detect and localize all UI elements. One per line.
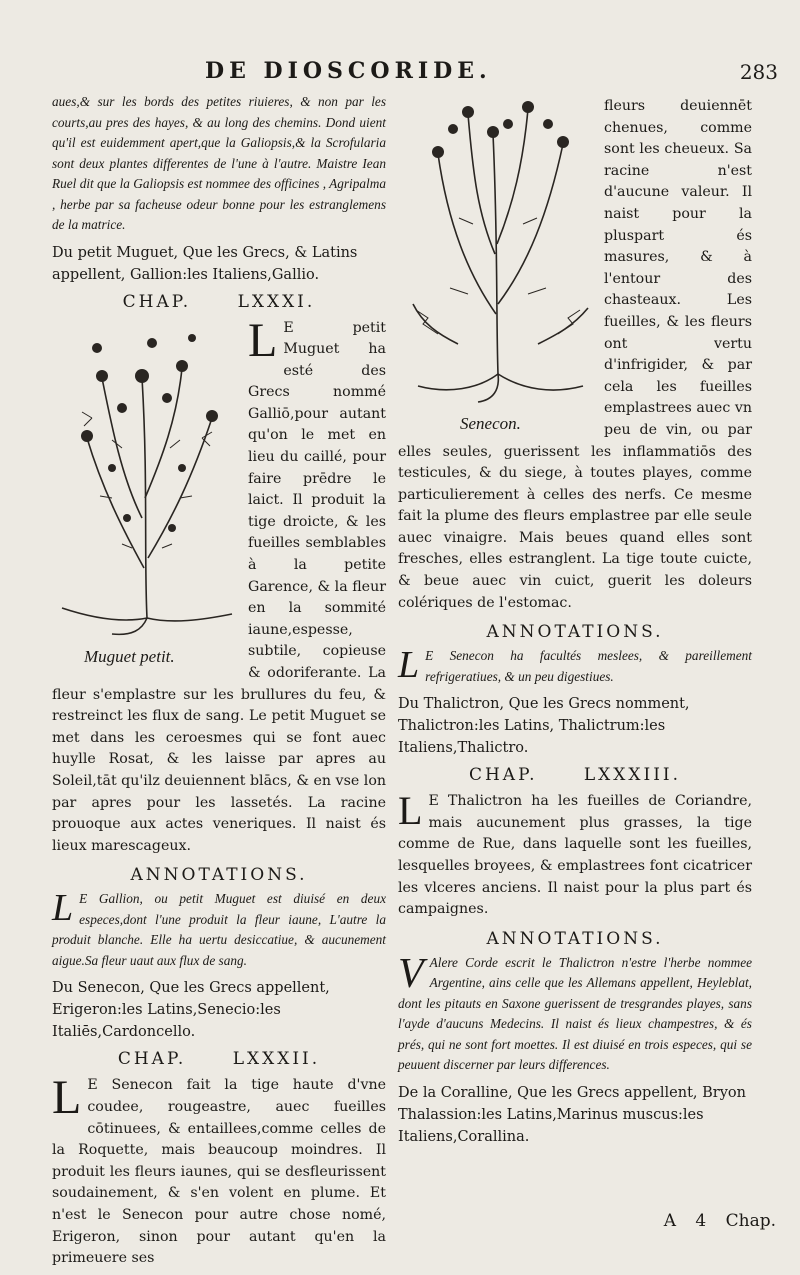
running-title: DE DIOSCORIDE. (205, 58, 492, 84)
signature-mark: A 4 (663, 1211, 707, 1231)
muguet-woodcut (52, 318, 242, 666)
senecon-annotation (398, 646, 752, 687)
senecon-plant-illustration (398, 94, 598, 404)
right-column (398, 96, 752, 1148)
page-number: 283 (739, 60, 778, 84)
senecon-description-continued: fleurs deuiennēt chenues, comme sont les cheueux. Sa racine n'est d'aucune valeur. Il naist pour la pluspart és masures, & à l'entour des chasteaux. Les fueilles, & les fleurs ont vertu d'infrigider, & par cela les fueilles emplastrees auec vn peu de vin, ou par elles seules, guerissent les inflammatiōs des testicules, & du siege, à toutes playes, comme particulierement à celles des nerfs. Ce mesme fait la plume des fleurs emplastree par elle seule auec vinaigre. Mais beues quand elles sont fresches, elles estranglent. La tige toute cuicte, & beue auec vin cuict, guerit les doleurs colériques de l'estomac. (398, 98, 752, 611)
ann2-text: E Senecon ha facultés meslees, & pareillement refrigeratiues, & un peu digestiues. (425, 648, 752, 684)
senecon-dropcap: L (52, 1071, 82, 1125)
chapter-83-heading: CHAP. LXXXIII. (468, 765, 682, 786)
ann2-dropcap: L (398, 644, 420, 687)
muguet-dropcap: L (248, 313, 278, 367)
catchword: Chap. (725, 1211, 776, 1231)
thalictron-annotation (398, 950, 752, 1076)
page-footer (664, 1211, 776, 1231)
thal-text: E Thalictron ha les fueilles de Coriandre, mais aucunement plus grasses, la tige comme de Rue, dans laquelle sont les fueilles, lesquelles broyees, & emplastrees font cicatricer les vlceres anciens. Il naist pour la plus part és campaignes. (398, 793, 752, 918)
muguet-caption: Muguet petit. (84, 646, 175, 666)
senecon-caption: Senecon. (460, 414, 521, 433)
muguet-heading: Du petit Muguet, Que les Grecs, & Latins appellent, Gallion:les Italiens,Gallio. (52, 244, 358, 283)
left-column (52, 92, 386, 1270)
coralline-heading: De la Coralline, Que les Grecs appellent, Bryon Thalassion:les Latins,Marinus muscus:les Italiens,Corallina. (398, 1084, 746, 1145)
senecon-text: E Senecon fait la tige haute d'vne coudee, rougeastre, auec fueilles cōtinuees, & entaillees,comme celles de la Roquette, mais beaucoup moindres. Il produit les fleurs iaunes, qui se desfleurissent soudainement, & s'en volent en plume. Et n'est le Senecon pour autre chose nomé, Erigeron, sinon pour autant qu'en la primeuere ses (52, 1077, 386, 1267)
ann1-text: E Gallion, ou petit Muguet est diuisé en deux especes,dont l'une produit la fleur iaune, L'autre la produit blanche. Elle ha uertu desiccatiue, & aucunement aigue.Sa fleur uaut aux flux de sang. (52, 891, 386, 968)
muguet-plant-illustration (52, 318, 242, 638)
muguet-text: E petit Muguet ha esté des Grecs nommé Galliō,pour autant qu'on le met en lieu du caillé, pour faire prēdre le laict. Il produit la tige droicte, & les fueilles semblables à la petite Garence, & la fleur en la sommité iaune,espesse, subtile, copieuse & odoriferante. La fleur s'emplastre sur les brullures du feu, & restreinct les flux de sang. Le petit Muguet se met dans les ceroesmes qui se font auec huylle Rosat, & les laisse par apres au Soleil,tāt qu'ilz deuiennent blācs, & en vse lon par apres pour les lassetés. La racine prouoque aux actes veneriques. Il naist és lieux marescageux. (52, 319, 386, 854)
thalictron-description (398, 788, 752, 921)
ann3-dropcap: V (398, 950, 424, 997)
galiopsis-annotation-continued: aues,& sur les bords des petites riuieres, & non par les courts,au pres des hayes, & au long des chemins. Dond uient qu'il est euidemment apert,que la Galiopsis,& la Scrofularia sont deux plantes differentes de l'une à l'autre. Maistre Iean Ruel dit que la Galiopsis est nommee des officines , Agripalma , herbe par sa facheuse odeur bonne pour les estranglemens de la matrice. (52, 94, 386, 232)
ann3-text: Alere Corde escrit le Thalictron n'estre l'herbe nommee Argentine, ains celle que les Allemans appellent, Heyleblat, dont les pitauts en Saxone guerissent de tresgrandes playes, sans l'ayde d'aucuns Medecins. Il naist és lieux champestres, & és prés, qui ne sont fort moettes. Il est diuisé en trois especes, qui se peuuent discerner par leurs differences. (398, 954, 752, 1073)
annotations-heading-1: ANNOTATIONS. (130, 865, 308, 886)
thal-dropcap: L (398, 788, 423, 834)
ann1-dropcap: L (52, 887, 74, 930)
gallion-annotation (52, 889, 386, 971)
thalictron-heading: Du Thalictron, Que les Grecs nomment, Thalictron:les Latins, Thalictrum:les Italiens,Thalictro. (398, 696, 690, 757)
chapter-81-heading: CHAP. LXXXI. (122, 291, 316, 312)
senecon-woodcut (398, 94, 598, 434)
annotations-heading-3: ANNOTATIONS. (486, 928, 664, 949)
page-header (0, 58, 800, 88)
senecon-description (52, 1071, 386, 1269)
chapter-82-heading: CHAP. LXXXII. (117, 1049, 321, 1070)
senecon-heading: Du Senecon, Que les Grecs appellent, Erigeron:les Latins,Senecio:les Italiēs,Cardoncello. (52, 980, 330, 1041)
annotations-heading-2: ANNOTATIONS. (486, 622, 664, 643)
